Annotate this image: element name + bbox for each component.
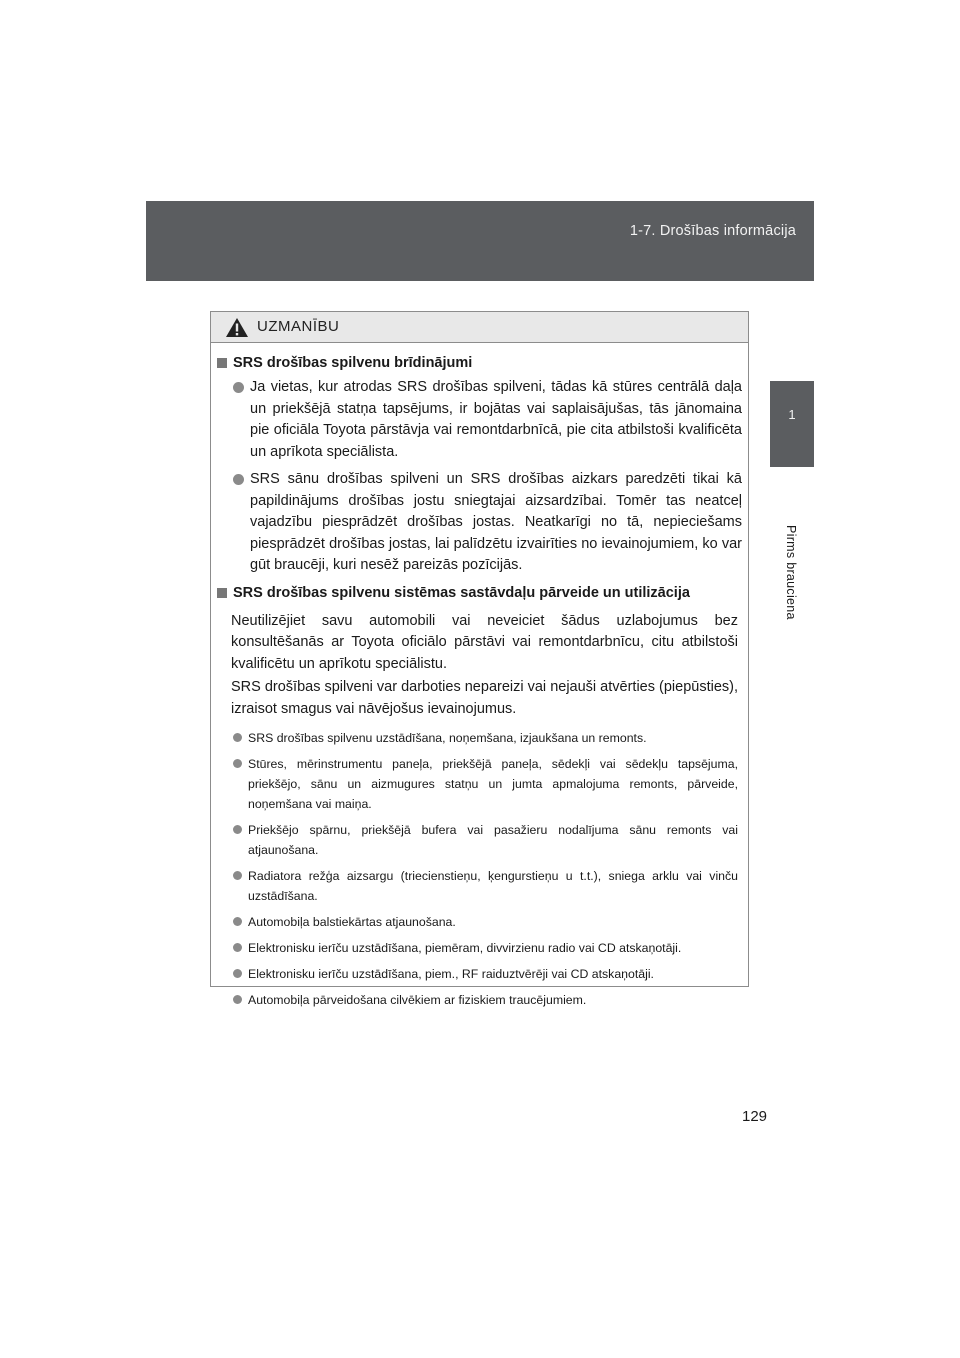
warning-triangle-icon	[225, 317, 249, 338]
bullet-dot-icon	[233, 871, 242, 880]
chapter-title: 1-7. Drošības informācija	[629, 223, 796, 239]
list-item: Priekšējo spārnu, priekšējā bufera vai pasažieru nodalījuma sānu remonts vai atjaunošana.	[233, 820, 742, 860]
square-bullet-icon	[217, 588, 227, 598]
warning-box	[210, 311, 749, 1007]
list-item: Elektronisku ierīču uzstādīšana, piem., RF raiduztvērēji vai CD atskaņotāji.	[233, 964, 742, 984]
list-item: Automobiļa balstiekārtas atjaunošana.	[233, 912, 742, 932]
bullet-dot-icon	[233, 943, 242, 952]
square-bullet-icon	[217, 358, 227, 368]
bullet-dot-icon	[233, 759, 242, 768]
list-item: Ja vietas, kur atrodas SRS drošības spilveni, tādas kā stūres centrālā daļa un priekšējā statņa tapsējums, ir bojātas vai saplaisājušas, tās jānomaina pie oficiāla Toyota pārstāvja vai remontdarbnīcā, pie cita atbilstoši kvalificēta un aprīkota speciālista.	[233, 377, 742, 463]
bullet-dot-icon	[233, 825, 242, 834]
warning-header	[211, 312, 748, 343]
bullet-dot-icon	[233, 969, 242, 978]
list-item: Automobiļa pārveidošana cilvēkiem ar fiziskiem traucējumiem.	[233, 990, 742, 1010]
side-tab-number: 1	[788, 407, 796, 422]
section-title: SRS drošības spilvenu sistēmas sastāvdaļu pārveide un utilizācija	[217, 583, 742, 603]
page-number: 129	[742, 1108, 768, 1125]
bullet-dot-icon	[233, 474, 244, 485]
paragraph: Neutilizējiet savu automobili vai neveiciet šādus uzlabojumus bez konsultēšanās ar Toyota oficiālo pārstāvi vai remontdarbnīcu, citu atbilstoši kvalificētu un aprīkotu speciālistu.	[231, 612, 738, 672]
list-item: Elektronisku ierīču uzstādīšana, piemēram, divvirzienu radio vai CD atskaņotāji.	[233, 938, 742, 958]
list-item: Stūres, mērinstrumentu paneļa, priekšējā paneļa, sēdekļi vai sēdekļu tapsējuma, priekšējo, sānu un aizmugures statņu un jumta apmalojuma remonts, pārveide, noņemšana vai maiņa.	[233, 754, 742, 814]
bullet-dot-icon	[233, 382, 244, 393]
section-title: SRS drošības spilvenu brīdinājumi	[217, 353, 742, 373]
header-band	[146, 201, 814, 281]
bullet-dot-icon	[233, 917, 242, 926]
list-item: Radiatora režģa aizsargu (triecienstieņu, ķengurstieņu u t.t.), sniega arklu vai vinču uzstādīšana.	[233, 866, 742, 906]
paragraph: SRS drošības spilveni var darboties nepareizi vai nejauši atvērties (piepūsties), izraisot smagus vai nāvējošus ievainojumus.	[231, 679, 738, 717]
bullet-dot-icon	[233, 995, 242, 1004]
side-label-text: Pirms brauciena	[784, 525, 798, 620]
bullet-dot-icon	[233, 733, 242, 742]
warning-title: UZMANĪBU	[257, 318, 340, 335]
side-tab	[770, 381, 814, 467]
warning-body	[211, 343, 748, 1010]
list-item: SRS sānu drošības spilveni un SRS drošības aizkars paredzēti tikai kā papildinājums drošības jostu sniegtajai aizsardzībai. Tomēr tas neatceļ vajadzību piesprādzēt drošības jostas. Neatkarīgi no tā, nepieciešams piesprādzēt drošības jostas, lai palīdzētu izvairīties no ievainojumiem, ko var gūt braucēji, kuri nesēž pareizās pozīcijās.	[233, 469, 742, 577]
list-item: SRS drošības spilvenu uzstādīšana, noņemšana, izjaukšana un remonts.	[233, 728, 742, 748]
